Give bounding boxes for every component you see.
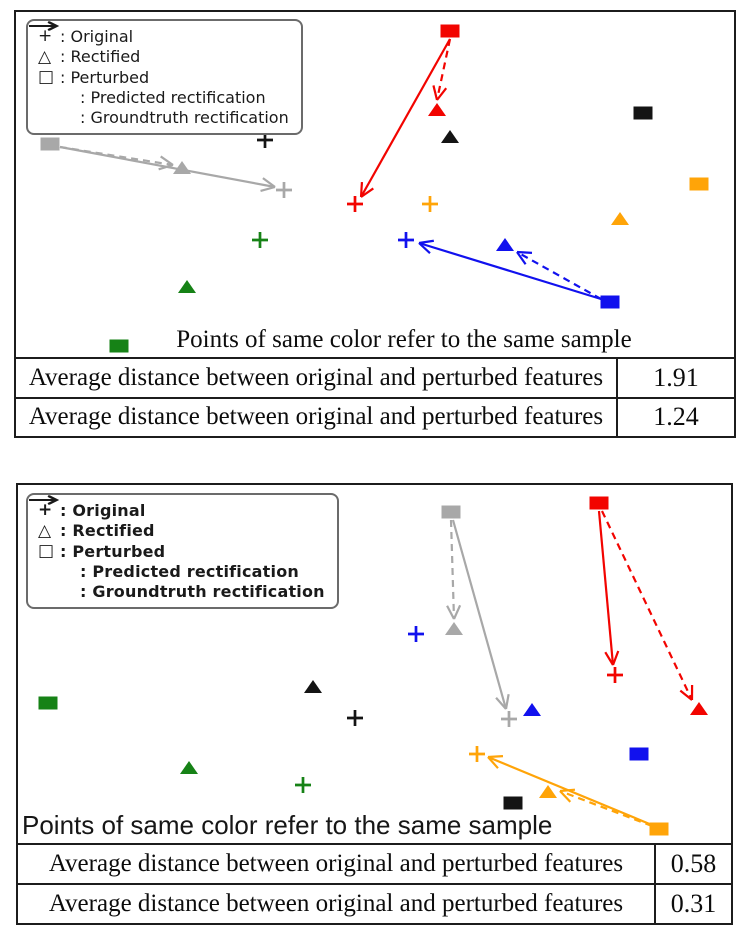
metric-value: 0.58 xyxy=(654,845,731,883)
legend-label: : Original xyxy=(60,26,134,46)
metric-value: 1.24 xyxy=(616,399,734,436)
red-plus-marker xyxy=(607,667,623,683)
bottom-figure xyxy=(16,483,733,925)
gray-plus-marker xyxy=(501,711,517,727)
red-square-marker xyxy=(441,25,460,38)
metric-label: Average distance between original and perturbed features xyxy=(48,890,624,917)
blue-triangle-marker xyxy=(523,703,541,716)
square-marker-icon: □ xyxy=(38,67,55,88)
metric-label: Average distance between original and perturbed features xyxy=(28,363,604,391)
legend-label: : Groundtruth rectification xyxy=(80,581,325,601)
blue-plus-marker xyxy=(398,232,414,248)
red-solid-arrow xyxy=(599,511,613,665)
black-square-marker xyxy=(504,797,523,810)
plus-marker-icon: + xyxy=(38,26,53,46)
legend-label: : Perturbed xyxy=(60,542,166,562)
top-legend-box xyxy=(26,19,303,135)
orange-arrowhead xyxy=(560,791,570,802)
green-plus-marker xyxy=(252,232,268,248)
table-row xyxy=(18,843,731,883)
metric-value: 1.91 xyxy=(616,359,734,397)
orange-arrowhead xyxy=(560,790,575,791)
green-square-marker xyxy=(39,697,58,710)
blue-triangle-marker xyxy=(496,238,514,251)
legend-label: : Rectified xyxy=(60,521,155,541)
gray-solid-arrow xyxy=(60,147,275,187)
legend-item-groundtruth xyxy=(38,582,325,602)
legend-label: : Predicted rectification xyxy=(80,562,299,582)
gray-plus-marker xyxy=(276,182,292,198)
metric-label: Average distance between original and perturbed features xyxy=(48,850,624,877)
orange-triangle-marker xyxy=(611,212,629,225)
legend-item-rectified xyxy=(38,521,325,542)
blue-dashed-arrow xyxy=(517,252,601,299)
green-triangle-marker xyxy=(178,280,196,293)
gray-solid-arrow xyxy=(453,520,506,709)
black-plus-marker xyxy=(347,710,363,726)
legend-label: : Perturbed xyxy=(60,68,150,88)
black-triangle-marker xyxy=(441,130,459,143)
legend-item-original xyxy=(38,500,325,521)
gray-dashed-arrow xyxy=(451,520,454,619)
red-triangle-marker xyxy=(428,103,446,116)
orange-triangle-marker xyxy=(539,785,557,798)
legend-item-groundtruth xyxy=(38,108,289,128)
triangle-marker-icon: △ xyxy=(38,46,52,67)
triangle-marker-icon: △ xyxy=(38,520,52,541)
legend-item-original xyxy=(38,26,289,47)
blue-plus-marker xyxy=(408,626,424,642)
gray-triangle-marker xyxy=(445,622,463,635)
green-square-marker xyxy=(110,340,129,353)
gray-square-marker xyxy=(41,138,60,151)
orange-plus-marker xyxy=(422,196,438,212)
blue-arrowhead xyxy=(517,252,532,253)
gray-arrowhead xyxy=(261,187,275,191)
bottom-legend-box xyxy=(26,493,339,609)
orange-square-marker xyxy=(690,178,709,191)
blue-arrowhead xyxy=(517,252,526,264)
black-square-marker xyxy=(634,107,653,120)
top-plot-area xyxy=(16,12,734,357)
legend-label: : Rectified xyxy=(60,47,141,67)
legend-item-perturbed xyxy=(38,67,289,88)
gray-arrowhead xyxy=(454,605,460,619)
metric-label: Average distance between original and perturbed features xyxy=(28,403,604,431)
orange-dashed-arrow xyxy=(560,791,652,826)
bottom-plot-area xyxy=(18,485,731,843)
red-arrowhead xyxy=(613,651,618,665)
blue-solid-arrow xyxy=(419,243,601,299)
legend-label: : Original xyxy=(60,500,146,520)
blue-square-marker xyxy=(601,296,620,309)
gray-arrowhead xyxy=(506,694,509,709)
plus-marker-icon: + xyxy=(38,500,53,520)
legend-label: : Predicted rectification xyxy=(80,88,266,108)
red-triangle-marker xyxy=(690,702,708,715)
bottom-caption: Points of same color refer to the same sample xyxy=(22,810,553,840)
legend-item-predicted xyxy=(38,88,289,108)
black-triangle-marker xyxy=(304,680,322,693)
legend-item-perturbed xyxy=(38,541,325,562)
table-row xyxy=(18,883,731,923)
top-caption: Points of same color refer to the same sample xyxy=(176,326,632,353)
metric-value: 0.31 xyxy=(654,885,731,923)
table-row xyxy=(16,357,734,397)
orange-plus-marker xyxy=(469,746,485,762)
legend-item-rectified xyxy=(38,47,289,68)
legend-item-predicted xyxy=(38,562,325,582)
red-plus-marker xyxy=(347,196,363,212)
red-solid-arrow xyxy=(361,39,450,197)
square-marker-icon: □ xyxy=(38,541,55,562)
red-square-marker xyxy=(590,497,609,510)
blue-arrowhead xyxy=(419,241,434,243)
orange-arrowhead xyxy=(488,756,503,757)
legend-label: : Groundtruth rectification xyxy=(80,107,289,127)
gray-square-marker xyxy=(442,506,461,519)
red-arrowhead xyxy=(433,85,437,100)
blue-square-marker xyxy=(630,748,649,761)
green-plus-marker xyxy=(295,777,311,793)
top-figure xyxy=(14,10,736,438)
green-triangle-marker xyxy=(180,761,198,774)
table-row xyxy=(16,397,734,436)
red-arrowhead xyxy=(361,182,362,197)
orange-square-marker xyxy=(650,823,669,836)
